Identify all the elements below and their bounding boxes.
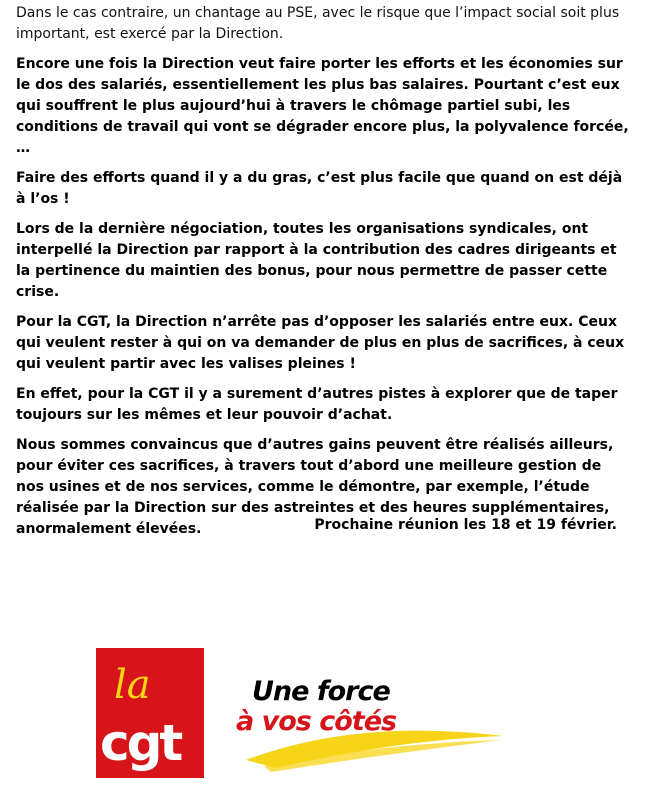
paragraph-gras: Faire des efforts quand il y a du gras, c’est plus facile que quand on est déjà à l’os ! xyxy=(16,170,623,207)
paragraph-gains: Nous sommes convaincus que d’autres gains peuvent être réalisés ailleurs, pour éviter ces sacrifices, à travers tout d’abord une meilleure gestion de nos usines et de nos services, comme le démontre, par exemple, l’étude réalisée par la Direction sur des astreintes et des heures supplémentaires, anormalement élevées. xyxy=(16,437,614,537)
slogan-line-1: Une force xyxy=(252,676,390,707)
paragraph-pistes: En effet, pour la CGT il y a surement d’autres pistes à explorer que de taper toujours sur les mêmes et leur pouvoir d’achat. xyxy=(16,386,618,423)
paragraph-intro: Dans le cas contraire, un chantage au PSE, avec le risque que l’impact social soit plus important, est exercé par la Direction. xyxy=(16,5,620,42)
document-body xyxy=(16,3,634,549)
cgt-logo-banner xyxy=(96,648,516,780)
logo-la-text: la xyxy=(114,662,151,708)
paragraph-negociation: Lors de la dernière négociation, toutes les organisations syndicales, ont interpellé la Direction par rapport à la contribution des cadres dirigeants et la pertinence du maintien des bonus, pour nous permettre de passer cette crise. xyxy=(16,221,617,300)
next-meeting-notice: Prochaine réunion les 18 et 19 février. xyxy=(314,517,617,533)
slogan-line-2: à vos côtés xyxy=(236,706,397,737)
paragraph-efforts: Encore une fois la Direction veut faire porter les efforts et les économies sur le dos des salariés, essentiellement les plus bas salaires. Pourtant c’est eux qui souffrent le plus aujourd’hui à travers le chômage partiel subi, les conditions de travail qui vont se dégrader encore plus, la polyvalence forcée, … xyxy=(16,56,629,156)
paragraph-opposition: Pour la CGT, la Direction n’arrête pas d’opposer les salariés entre eux. Ceux qui veulent rester à qui on va demander de plus en plus de sacrifices, à ceux qui veulent partir avec les valises pleines ! xyxy=(16,314,625,372)
logo-cgt-text: cgt xyxy=(100,714,181,772)
